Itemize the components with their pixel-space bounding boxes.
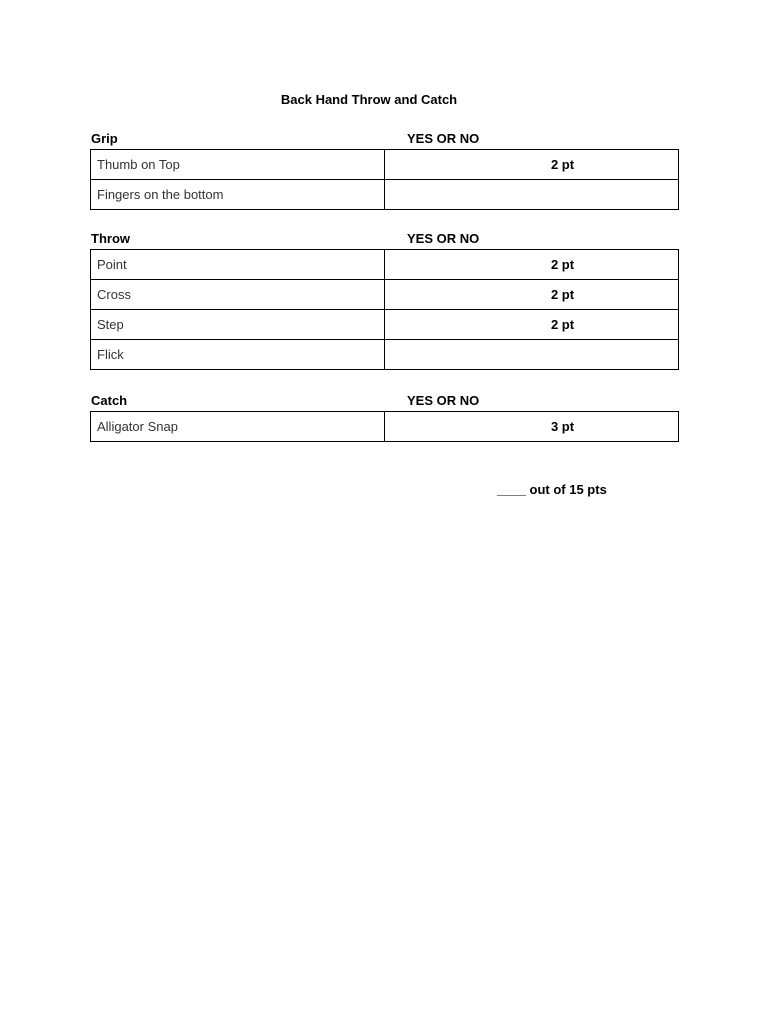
- table-row: [91, 310, 679, 340]
- row-label: Point: [91, 250, 385, 280]
- row-label: Flick: [91, 340, 385, 370]
- total-score: ____ out of 15 pts: [497, 482, 607, 497]
- column-heading-grip: YES OR NO: [407, 131, 480, 146]
- row-label: Cross: [91, 280, 385, 310]
- row-points: 2 pt: [385, 250, 679, 280]
- column-heading-catch: YES OR NO: [407, 393, 480, 408]
- table-row: [91, 280, 679, 310]
- column-heading-throw: YES OR NO: [407, 231, 480, 246]
- catch-table: [90, 411, 679, 442]
- document-title: Back Hand Throw and Catch: [280, 92, 458, 107]
- row-points: [385, 180, 679, 210]
- row-points: [385, 340, 679, 370]
- row-points: 2 pt: [385, 150, 679, 180]
- row-label: Alligator Snap: [91, 412, 385, 442]
- grip-table: [90, 149, 679, 210]
- table-row: [91, 150, 679, 180]
- row-points: 2 pt: [385, 310, 679, 340]
- section-heading-throw: Throw: [91, 231, 130, 246]
- table-row: [91, 340, 679, 370]
- section-heading-grip: Grip: [91, 131, 118, 146]
- row-points: 2 pt: [385, 280, 679, 310]
- row-label: Thumb on Top: [91, 150, 385, 180]
- table-row: [91, 250, 679, 280]
- section-heading-catch: Catch: [91, 393, 128, 408]
- row-label: Step: [91, 310, 385, 340]
- throw-table: [90, 249, 679, 370]
- table-row: [91, 412, 679, 442]
- row-label: Fingers on the bottom: [91, 180, 385, 210]
- table-row: [91, 180, 679, 210]
- row-points: 3 pt: [385, 412, 679, 442]
